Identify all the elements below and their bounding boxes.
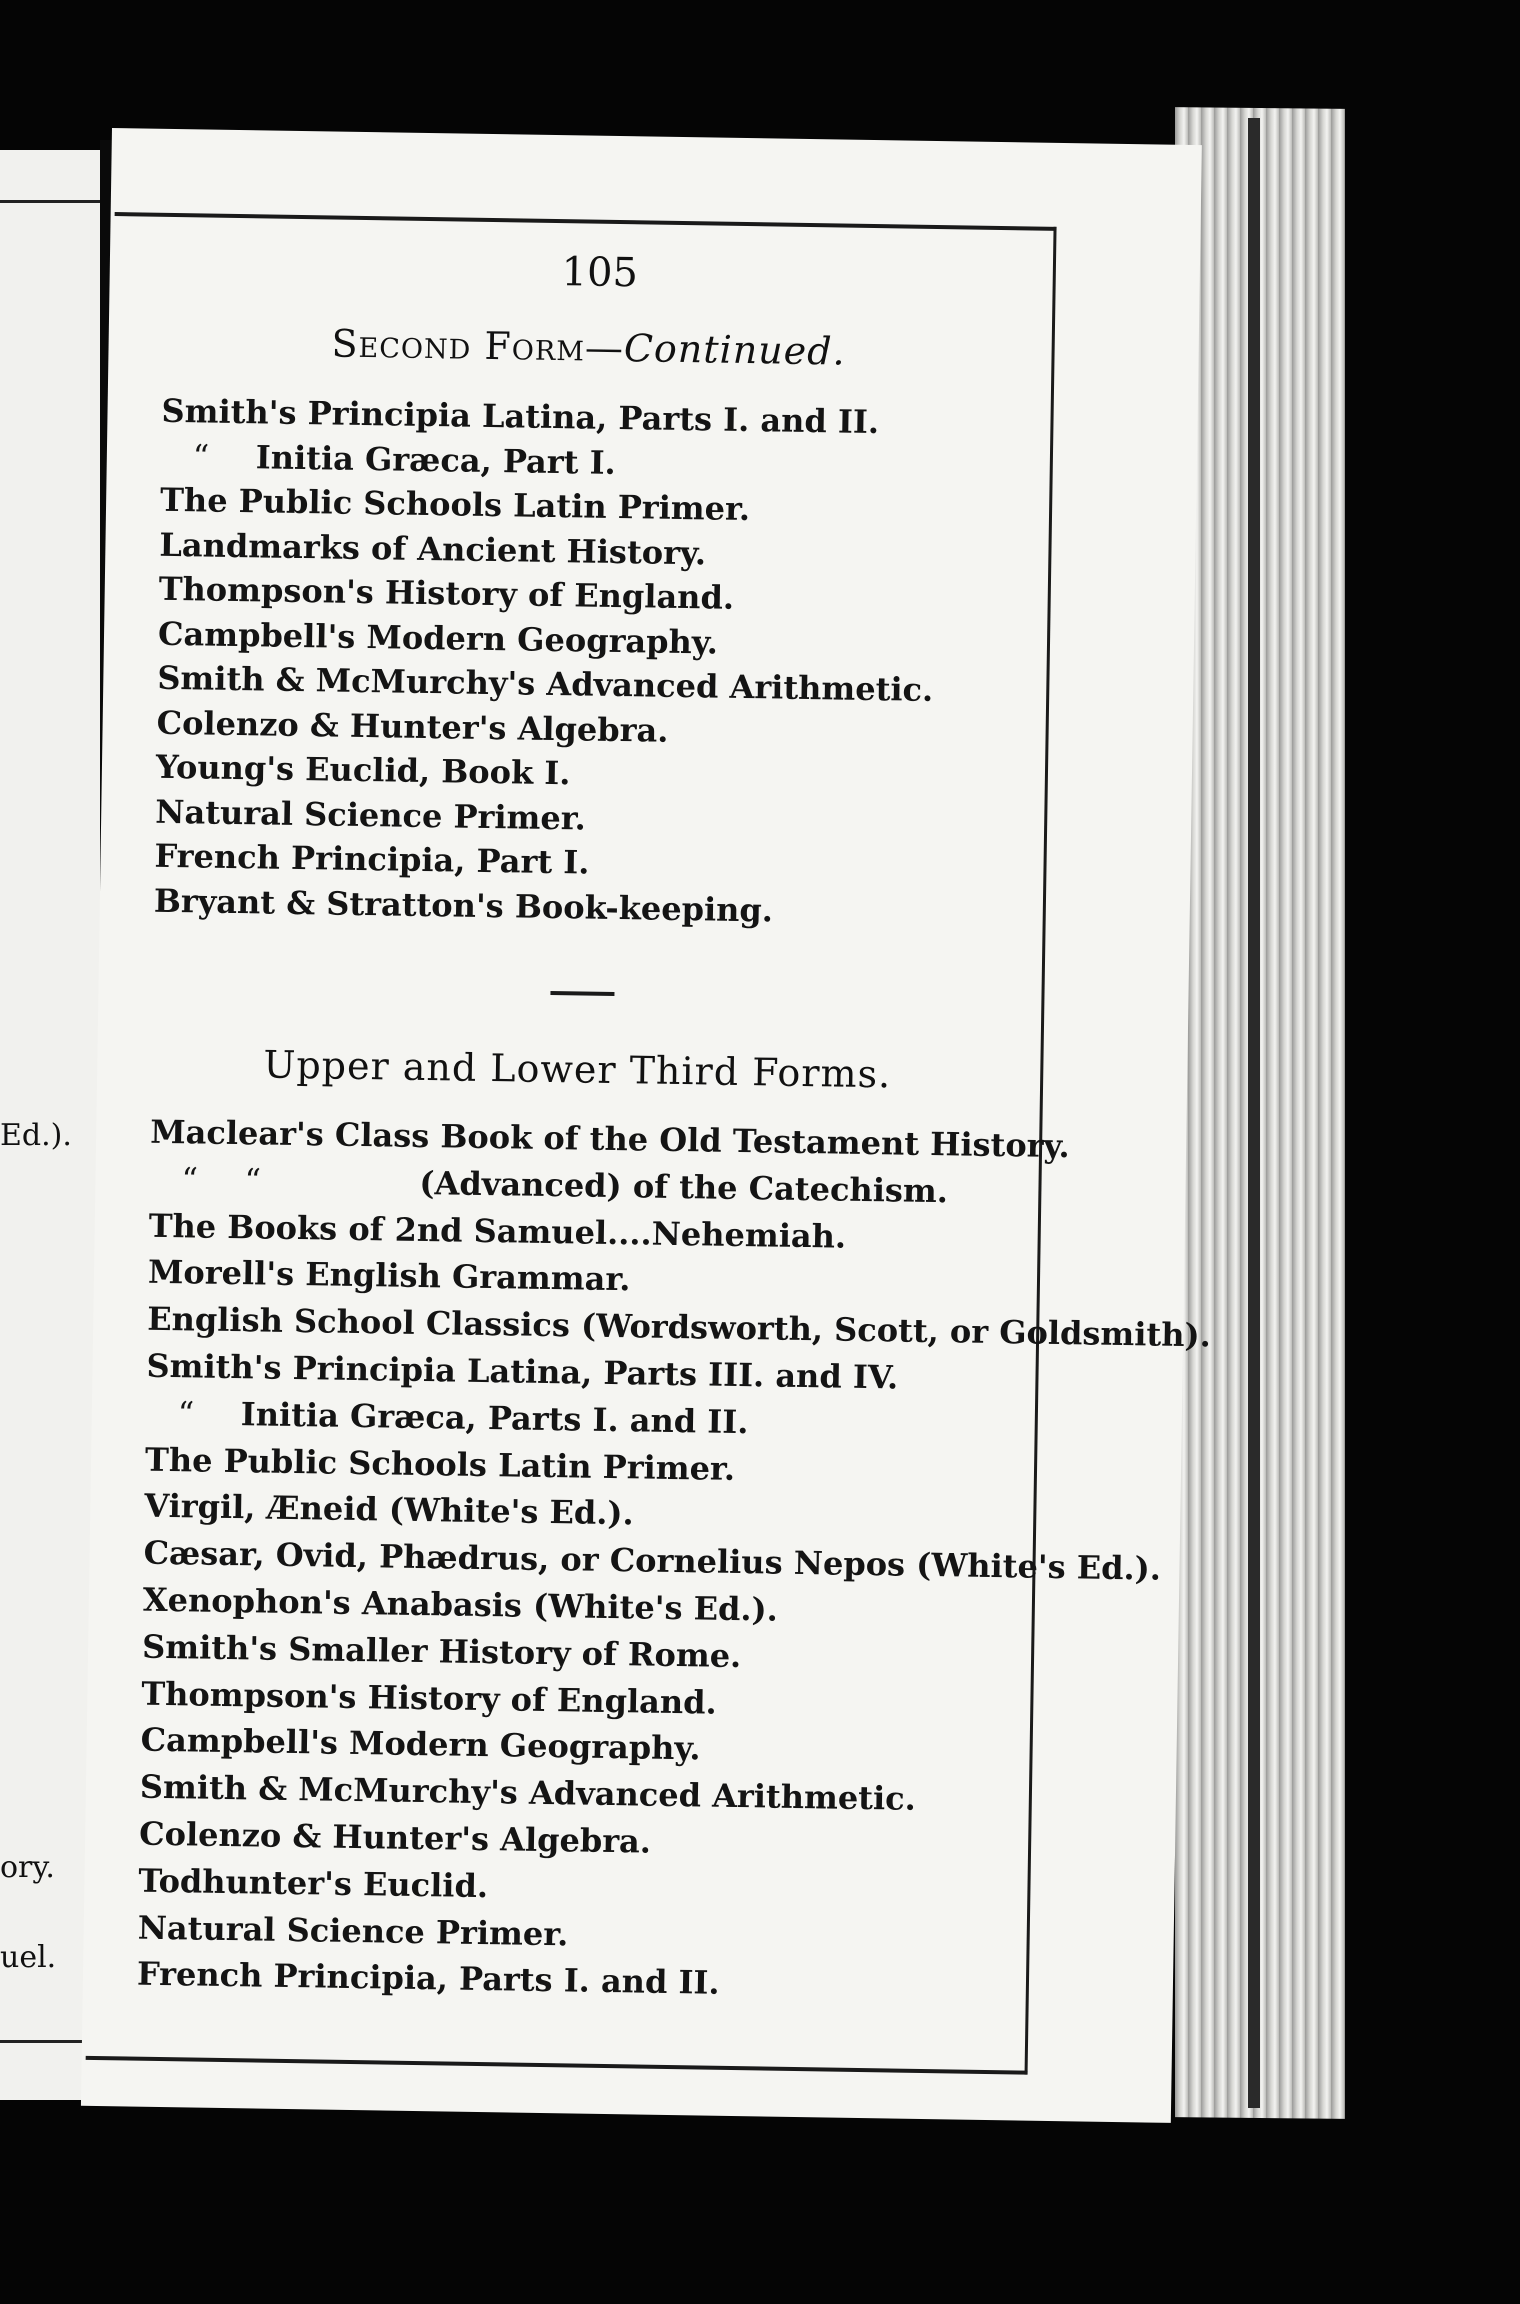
page-edge-shadow <box>1248 118 1260 2108</box>
left-page-fragment: Ed.). <box>0 1118 72 1153</box>
book-list-third-forms <box>137 1109 1214 2015</box>
book-title: The Public Schools Latin Primer. <box>144 1440 736 1488</box>
book-title: Smith & McMurchy's Advanced Arithmetic. <box>139 1767 917 1818</box>
book-title: The Public Schools Latin Primer. <box>159 480 751 529</box>
ditto-mark: “ <box>181 1160 199 1199</box>
book-title: Xenophon's Anabasis (White's Ed.). <box>142 1580 779 1629</box>
book-title: Colenzo & Hunter's Algebra. <box>156 703 669 750</box>
book-title: Bryant & Stratton's Book-keeping. <box>153 881 774 929</box>
book-title: Natural Science Primer. <box>137 1908 569 1953</box>
book-title: Thompson's History of England. <box>141 1674 717 1722</box>
page-number: 105 <box>561 249 639 297</box>
section-heading-title: Upper and Lower Third Forms. <box>263 1042 892 1097</box>
ditto-mark: “ <box>192 436 210 476</box>
ditto-mark: “ <box>177 1393 195 1433</box>
book-title: Smith's Principia Latina, Parts I. and II. <box>161 391 880 442</box>
book-title: Initia Græca, Parts I. and II. <box>240 1394 749 1441</box>
book-title: Natural Science Primer. <box>154 792 587 838</box>
section-heading-continued: Continued. <box>623 326 846 374</box>
ditto-mark: “ <box>244 1161 262 1200</box>
book-title: Todhunter's Euclid. <box>138 1861 489 1905</box>
book-title: Smith & McMurchy's Advanced Arithmetic. <box>157 658 934 709</box>
book-title: Virgil, Æneid (White's Ed.). <box>144 1487 635 1533</box>
book-title: Campbell's Modern Geography. <box>140 1721 701 1768</box>
book-title: Thompson's History of England. <box>158 569 735 617</box>
section-heading-title: Second Form— <box>331 321 625 371</box>
left-page-fragment: ory. <box>0 1850 55 1885</box>
book-title: French Principia, Parts I. and II. <box>136 1954 720 2003</box>
book-title: Maclear's Class Book of the Old Testament History. <box>149 1112 1070 1166</box>
book-title: Young's Euclid, Book I. <box>155 747 571 793</box>
book-title: Smith's Principia Latina, Parts III. and IV. <box>146 1346 899 1397</box>
left-page-fragment: uel. <box>0 1940 57 1975</box>
book-title: Colenzo & Hunter's Algebra. <box>138 1814 652 1861</box>
book-title: English School Classics (Wordsworth, Scott, or Goldsmith). <box>147 1299 1212 1355</box>
book-list-second-form <box>154 389 938 935</box>
book-title: Cæsar, Ovid, Phædrus, or Cornelius Nepos (White's Ed.). <box>143 1533 1162 1588</box>
book-title: The Books of 2nd Samuel....Nehemiah. <box>148 1206 847 1256</box>
book-title: Initia Græca, Part I. <box>255 437 617 482</box>
book-title: Campbell's Modern Geography. <box>157 614 719 662</box>
book-title: (Advanced) of the Catechism. <box>419 1163 949 1211</box>
book-title: Morell's English Grammar. <box>147 1253 631 1299</box>
book-title: French Principia, Part I. <box>154 836 590 882</box>
book-title: Landmarks of Ancient History. <box>159 525 707 572</box>
left-page-top-rule <box>0 200 100 203</box>
book-page <box>81 128 1212 2123</box>
book-title: Smith's Smaller History of Rome. <box>141 1627 742 1675</box>
